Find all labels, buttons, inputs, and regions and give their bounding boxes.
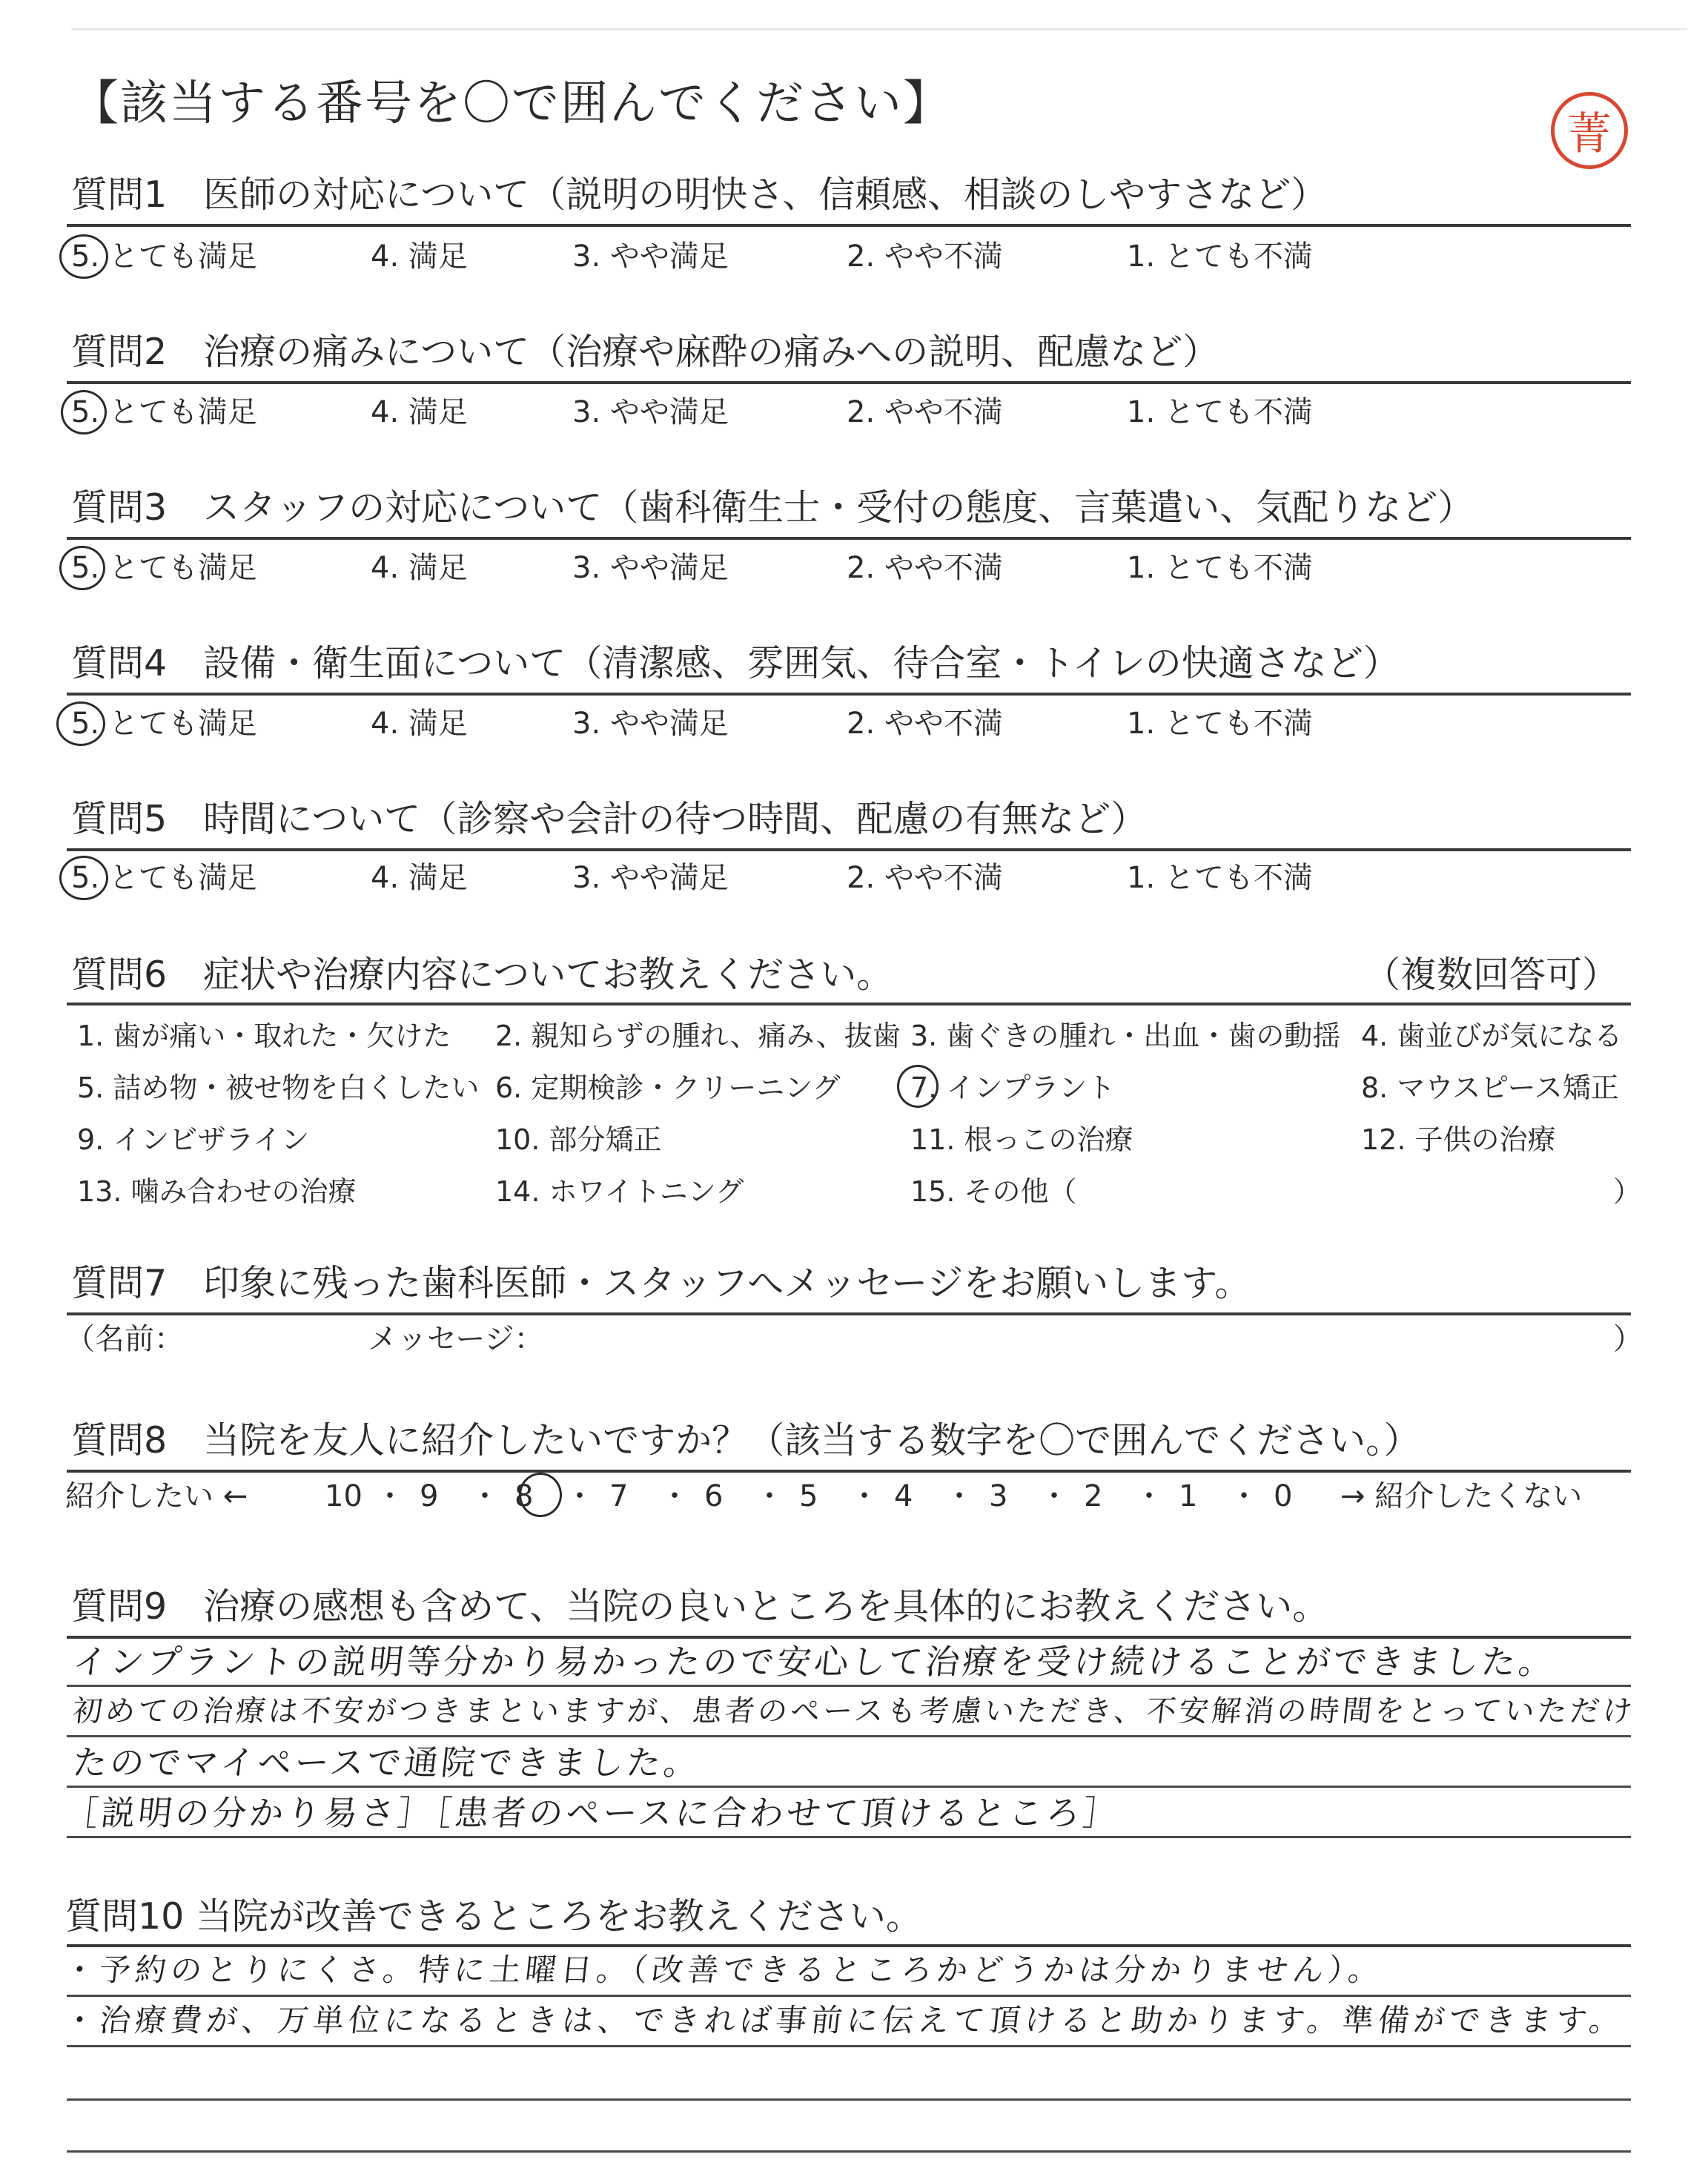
q6-item-11[interactable]: 11. 根っこの治療 — [910, 1123, 1133, 1156]
q1-title: 質問1 医師の対応について（説明の明快さ、信頼感、相談のしやすさなど） — [71, 174, 1328, 216]
q5-selection-circle — [59, 856, 108, 900]
q9-line-1 — [67, 1685, 1631, 1687]
q8-scale-separator: ・ — [375, 1479, 405, 1513]
q8-scale-9[interactable]: 9 — [420, 1479, 439, 1513]
q8-rule — [67, 1470, 1631, 1473]
q1-rule — [67, 224, 1631, 227]
q5-option-5[interactable]: 5. とても満足 — [71, 861, 257, 895]
q3-option-1[interactable]: 1. とても不満 — [1127, 551, 1313, 585]
q9-rule — [67, 1636, 1631, 1639]
q6-other-close: ） — [1613, 1175, 1642, 1208]
q1-option-3[interactable]: 3. やや満足 — [572, 240, 729, 274]
q3-rule — [67, 537, 1631, 540]
q3-option-3[interactable]: 3. やや満足 — [572, 551, 729, 585]
q10-title: 質問10 当院が改善できるところをお教えください。 — [65, 1895, 922, 1938]
seal-stamp-glyph: 菁 — [1567, 108, 1612, 160]
q6-item-2[interactable]: 2. 親知らずの腫れ、痛み、抜歯 — [495, 1020, 901, 1052]
q9-title: 質問9 治療の感想も含めて、当院の良いところを具体的にお教えください。 — [71, 1585, 1329, 1628]
q8-scale-separator: ・ — [850, 1479, 879, 1513]
q3-option-4[interactable]: 4. 満足 — [371, 551, 468, 585]
q2-option-1[interactable]: 1. とても不満 — [1127, 395, 1313, 429]
q2-option-5[interactable]: 5. とても満足 — [71, 395, 257, 429]
q2-option-3[interactable]: 3. やや満足 — [572, 395, 729, 429]
q7-close-paren: ） — [1613, 1322, 1643, 1356]
q1-option-5[interactable]: 5. とても満足 — [71, 240, 257, 274]
q2-option-2[interactable]: 2. やや不満 — [847, 395, 1003, 429]
q10-line-2 — [67, 2045, 1631, 2047]
top-border — [71, 28, 1687, 30]
q4-option-3[interactable]: 3. やや満足 — [572, 707, 729, 741]
q1-option-4[interactable]: 4. 満足 — [371, 240, 468, 274]
q8-scale-4[interactable]: 4 — [894, 1479, 913, 1513]
q10-line-4 — [67, 2150, 1631, 2153]
q8-scale-separator: ・ — [1229, 1479, 1259, 1513]
q9-answer-line-2: 初めての治療は不安がつきまといますが、患者のペースも考慮いただき、不安解消の時間をとっていただけ — [70, 1694, 1638, 1728]
q6-item-6[interactable]: 6. 定期検診・クリーニング — [495, 1071, 841, 1104]
q5-option-3[interactable]: 3. やや満足 — [572, 861, 729, 895]
q8-scale-separator: ・ — [1134, 1479, 1164, 1513]
q8-scale-5[interactable]: 5 — [799, 1479, 818, 1513]
q2-title: 質問2 治療の痛みについて（治療や麻酔の痛みへの説明、配慮など） — [71, 331, 1219, 373]
q6-rule — [67, 1003, 1631, 1005]
q4-option-5[interactable]: 5. とても満足 — [71, 707, 257, 741]
q4-option-2[interactable]: 2. やや不満 — [847, 707, 1003, 741]
q7-rule — [67, 1312, 1631, 1315]
q8-right-label: → 紹介したくない — [1340, 1479, 1583, 1513]
q1-option-1[interactable]: 1. とても不満 — [1127, 240, 1313, 274]
q8-scale-3[interactable]: 3 — [989, 1479, 1008, 1513]
q5-option-4[interactable]: 4. 満足 — [371, 861, 468, 895]
q8-scale-2[interactable]: 2 — [1084, 1479, 1103, 1513]
q5-rule — [67, 848, 1631, 851]
q8-scale-6[interactable]: 6 — [704, 1479, 724, 1513]
q7-message-label: メッセージ： — [368, 1322, 544, 1356]
q1-option-2[interactable]: 2. やや不満 — [847, 240, 1003, 274]
q6-item-5[interactable]: 5. 詰め物・被せ物を白くしたい — [77, 1071, 480, 1104]
q8-scale-1[interactable]: 1 — [1179, 1479, 1198, 1513]
q5-option-1[interactable]: 1. とても不満 — [1127, 861, 1313, 895]
q6-item-1[interactable]: 1. 歯が痛い・取れた・欠けた — [77, 1020, 451, 1052]
q6-item-4[interactable]: 4. 歯並びが気になる — [1361, 1020, 1623, 1052]
q3-selection-circle — [59, 546, 105, 590]
q8-left-label: 紹介したい ← — [65, 1479, 248, 1513]
q3-title: 質問3 スタッフの対応について（歯科衛生士・受付の態度、言葉遣い、気配りなど） — [71, 486, 1474, 529]
q2-option-4[interactable]: 4. 満足 — [371, 395, 468, 429]
q8-scale-8[interactable]: 8 — [514, 1479, 534, 1513]
q4-selection-circle — [56, 701, 105, 746]
q9-line-2 — [67, 1735, 1631, 1737]
q9-line-3 — [67, 1786, 1631, 1788]
q8-scale-separator: ・ — [565, 1479, 595, 1513]
q6-item-15[interactable]: 15. その他（ — [910, 1175, 1077, 1208]
q7-title: 質問7 印象に残った歯科医師・スタッフへメッセージをお願いします。 — [71, 1262, 1251, 1304]
q1-selection-circle — [59, 234, 108, 279]
q8-scale-separator: ・ — [944, 1479, 974, 1513]
q8-scale-7[interactable]: 7 — [609, 1479, 629, 1513]
q10-answer-line-1: ・予約のとりにくさ。特に土曜日。（改善できるところかどうかは分かりません）。 — [62, 1952, 1386, 1988]
q8-title: 質問8 当院を友人に紹介したいですか？（該当する数字を〇で囲んでください。） — [71, 1419, 1420, 1462]
q6-item-3[interactable]: 3. 歯ぐきの腫れ・出血・歯の動揺 — [910, 1020, 1341, 1052]
q6-item-12[interactable]: 12. 子供の治療 — [1361, 1123, 1556, 1156]
q8-scale-separator: ・ — [755, 1479, 784, 1513]
q6-item-9[interactable]: 9. インビザライン — [77, 1123, 310, 1156]
q8-selection-circle — [519, 1473, 562, 1517]
q8-scale-separator: ・ — [1039, 1479, 1069, 1513]
q4-title: 質問4 設備・衛生面について（清潔感、雰囲気、待合室・トイレの快適さなど） — [71, 642, 1400, 684]
q4-rule — [67, 693, 1631, 696]
q9-line-4 — [67, 1836, 1631, 1838]
q10-rule — [67, 1944, 1631, 1947]
q4-option-1[interactable]: 1. とても不満 — [1127, 707, 1313, 741]
q6-item-7[interactable]: 7. インプラント — [910, 1071, 1116, 1104]
q10-line-1 — [67, 1995, 1631, 1997]
q8-scale-separator: ・ — [470, 1479, 500, 1513]
q2-selection-circle — [61, 390, 107, 435]
q6-note: （複数回答可） — [1364, 954, 1619, 996]
q6-item-13[interactable]: 13. 噛み合わせの治療 — [77, 1175, 357, 1208]
q8-scale-10[interactable]: 10 — [325, 1479, 363, 1513]
q9-answer-line-1: インプラントの説明等分かり易かったので安心して治療を受け続けることができました。 — [70, 1642, 1558, 1682]
q3-option-2[interactable]: 2. やや不満 — [847, 551, 1003, 585]
q6-selection-circle — [897, 1065, 939, 1108]
q10-line-3 — [67, 2098, 1631, 2101]
q6-item-10[interactable]: 10. 部分矯正 — [495, 1123, 662, 1156]
seal-stamp — [1551, 92, 1628, 169]
q7-name-label: （名前： — [65, 1322, 184, 1356]
q9-answer-line-3: たのでマイペースで通院できました。 — [70, 1743, 704, 1783]
page-title: 【該当する番号を〇で囲んでください】 — [71, 76, 952, 131]
q4-option-4[interactable]: 4. 満足 — [371, 707, 468, 741]
q8-scale-separator: ・ — [660, 1479, 689, 1513]
q10-answer-line-2: ・治療費が、万単位になるときは、できれば事前に伝えて頂けると助かります。準備ができます。 — [62, 2002, 1627, 2038]
q9-answer-line-4: ［説明の分かり易さ］［患者のペースに合わせて頂けるところ］ — [62, 1793, 1122, 1833]
q8-scale-0[interactable]: 0 — [1274, 1479, 1293, 1513]
q2-rule — [67, 381, 1631, 384]
q6-title: 質問6 症状や治療内容についてお教えください。 — [71, 954, 893, 996]
q5-option-2[interactable]: 2. やや不満 — [847, 861, 1003, 895]
q5-title: 質問5 時間について（診察や会計の待つ時間、配慮の有無など） — [71, 798, 1148, 840]
q3-option-5[interactable]: 5. とても満足 — [71, 551, 257, 585]
q6-item-8[interactable]: 8. マウスピース矯正 — [1361, 1071, 1619, 1104]
q6-item-14[interactable]: 14. ホワイトニング — [495, 1175, 744, 1208]
